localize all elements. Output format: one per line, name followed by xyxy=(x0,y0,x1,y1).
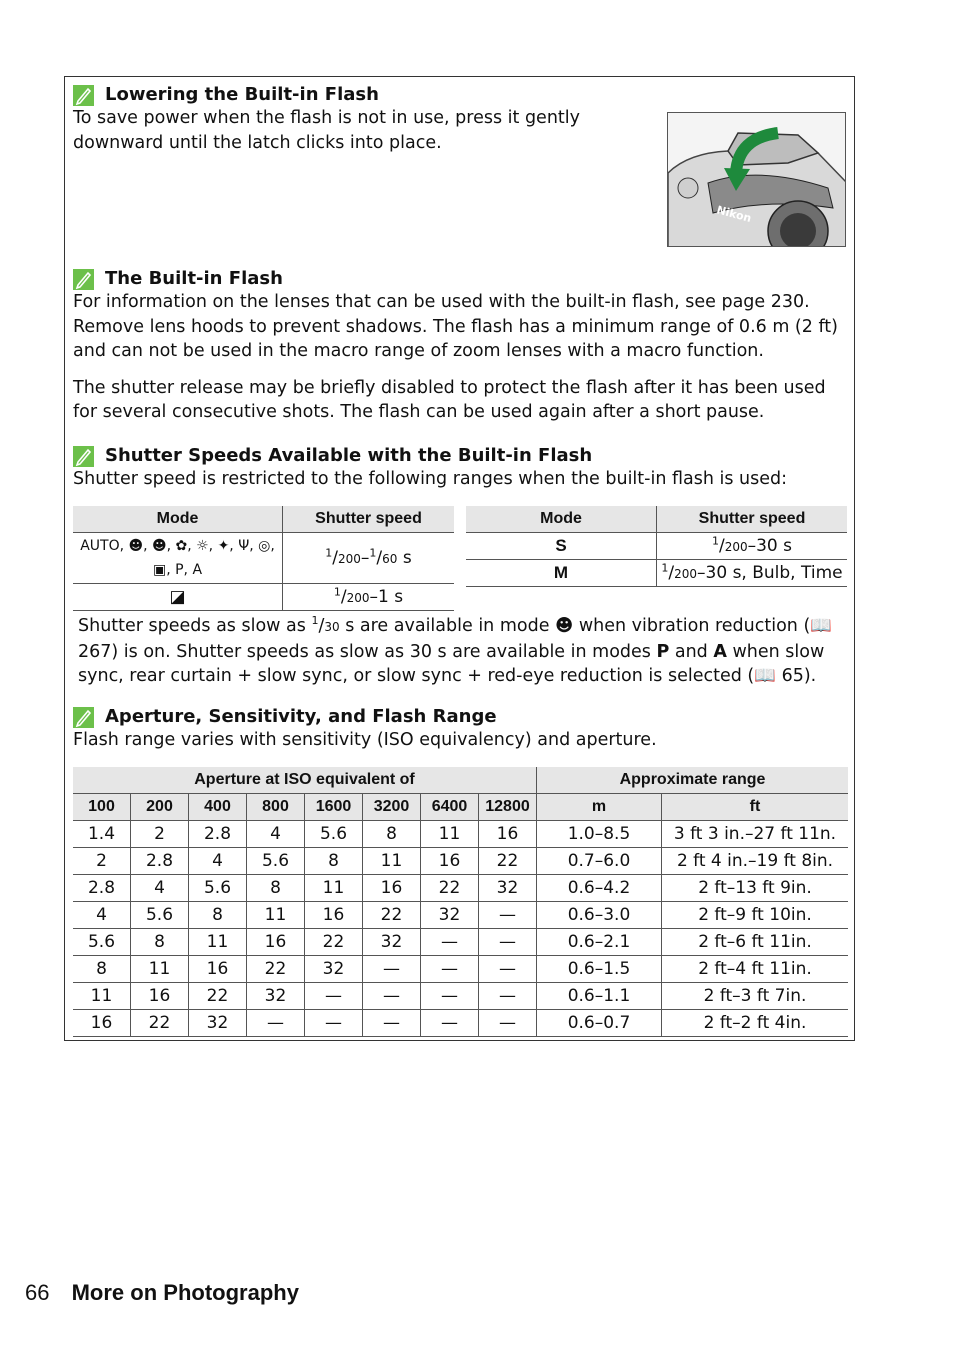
section-text: Flash range varies with sensitivity (ISO equivalency) and aperture. xyxy=(73,730,657,750)
aperture-cell: — xyxy=(247,1010,305,1037)
aperture-cell: 11 xyxy=(131,956,189,983)
aperture-cell: 11 xyxy=(363,848,421,875)
aperture-cell: 8 xyxy=(363,821,421,848)
aperture-cell: — xyxy=(363,956,421,983)
page-footer xyxy=(25,1280,299,1306)
chapter-title: More on Photography xyxy=(71,1280,299,1305)
shutter-speed-cell: $^1$/200–30 s, Bulb, Time xyxy=(657,560,848,587)
aperture-cell: 11 xyxy=(421,821,479,848)
aperture-cell: 11 xyxy=(73,983,131,1010)
aperture-cell: 32 xyxy=(189,1010,247,1037)
aperture-cell: 32 xyxy=(305,956,363,983)
aperture-cell: 16 xyxy=(305,902,363,929)
aperture-cell: 2.8 xyxy=(189,821,247,848)
col-header: 800 xyxy=(247,794,305,821)
table-row xyxy=(73,821,848,848)
section-text: Shutter speed is restricted to the following ranges when the built-in flash is used: xyxy=(73,469,788,489)
aperture-cell: — xyxy=(363,1010,421,1037)
aperture-cell: 22 xyxy=(131,1010,189,1037)
range-ft-cell: 2 ft–3 ft 7in. xyxy=(662,983,849,1010)
flash-range-table xyxy=(73,767,848,1037)
aperture-cell: 22 xyxy=(189,983,247,1010)
aperture-cell: 4 xyxy=(73,902,131,929)
col-header: 12800 xyxy=(479,794,537,821)
aperture-cell: 16 xyxy=(131,983,189,1010)
aperture-cell: 22 xyxy=(363,902,421,929)
camera-brand-label: Nikon xyxy=(715,203,753,226)
table-row xyxy=(73,956,848,983)
aperture-cell: 1.4 xyxy=(73,821,131,848)
range-ft-cell: 2 ft–9 ft 10in. xyxy=(662,902,849,929)
aperture-cell: 16 xyxy=(421,848,479,875)
pencil-icon xyxy=(73,85,94,106)
section-builtin-flash xyxy=(73,268,846,425)
range-m-cell: 0.6–1.1 xyxy=(537,983,662,1010)
aperture-cell: 5.6 xyxy=(305,821,363,848)
section-title: Shutter Speeds Available with the Built-in Flash xyxy=(105,445,593,466)
aperture-cell: 5.6 xyxy=(131,902,189,929)
aperture-cell: — xyxy=(479,956,537,983)
col-header: Mode xyxy=(466,506,657,533)
aperture-cell: — xyxy=(479,1010,537,1037)
mode-icons-cell: AUTO, ☻, ☻, ✿, ☼, ✦, Ψ, ◎, ▣, P, A xyxy=(73,533,283,584)
aperture-cell: 16 xyxy=(363,875,421,902)
aperture-cell: 16 xyxy=(189,956,247,983)
aperture-cell: 8 xyxy=(131,929,189,956)
aperture-cell: 11 xyxy=(189,929,247,956)
range-ft-cell: 2 ft–6 ft 11in. xyxy=(662,929,849,956)
section-aperture xyxy=(73,706,846,753)
aperture-cell: — xyxy=(305,983,363,1010)
table-row xyxy=(73,929,848,956)
table-row xyxy=(466,533,847,560)
section-title: The Built-in Flash xyxy=(105,268,283,289)
aperture-cell: 5.6 xyxy=(247,848,305,875)
table-row xyxy=(73,1010,848,1037)
shutter-note: Shutter speeds as slow as $^1$/30 s are available in mode ☻ when vibration reduction (📖 267) is on. Shutter speeds as slow as 30 s are available in modes P and A when slow sync, rear curtain + slow sync, or slow sync + red-eye reduction is selected (📖 65). xyxy=(78,614,833,686)
section-heading xyxy=(73,84,846,106)
mode-icon-cell: ◪ xyxy=(73,584,283,611)
aperture-cell: 11 xyxy=(305,875,363,902)
table-row xyxy=(73,533,454,584)
table-row xyxy=(466,560,847,587)
aperture-cell: 2 xyxy=(73,848,131,875)
table-row xyxy=(73,875,848,902)
col-header: ft xyxy=(662,794,849,821)
aperture-cell: — xyxy=(305,1010,363,1037)
aperture-cell: 16 xyxy=(247,929,305,956)
range-m-cell: 0.6–0.7 xyxy=(537,1010,662,1037)
aperture-cell: 8 xyxy=(73,956,131,983)
shutter-speed-cell: $^1$/200–30 s xyxy=(657,533,848,560)
aperture-cell: 5.6 xyxy=(73,929,131,956)
range-ft-cell: 2 ft–4 ft 11in. xyxy=(662,956,849,983)
range-m-cell: 0.6–4.2 xyxy=(537,875,662,902)
col-header: 3200 xyxy=(363,794,421,821)
col-header: 1600 xyxy=(305,794,363,821)
aperture-cell: 8 xyxy=(189,902,247,929)
range-m-cell: 0.6–2.1 xyxy=(537,929,662,956)
aperture-cell: 4 xyxy=(189,848,247,875)
aperture-cell: — xyxy=(421,929,479,956)
aperture-cell: — xyxy=(479,983,537,1010)
section-heading xyxy=(73,706,846,728)
shutter-speed-cell: $^1$/200–$^1$/60 s xyxy=(283,533,455,584)
aperture-cell: 4 xyxy=(131,875,189,902)
range-m-cell: 0.6–1.5 xyxy=(537,956,662,983)
section-shutter-speeds xyxy=(73,445,846,492)
col-header: Shutter speed xyxy=(283,506,455,533)
aperture-cell: — xyxy=(479,929,537,956)
group-header: Aperture at ISO equivalent of xyxy=(73,767,537,794)
col-header: 6400 xyxy=(421,794,479,821)
aperture-cell: 32 xyxy=(421,902,479,929)
table-row xyxy=(73,983,848,1010)
camera-illustration xyxy=(667,112,846,247)
section-text: The shutter release may be briefly disabled to protect the flash after it has been used for several consecutive shots. The flash can be used again after a short pause. xyxy=(73,377,826,422)
section-heading xyxy=(73,268,846,290)
table-row xyxy=(73,848,848,875)
col-header: 100 xyxy=(73,794,131,821)
shutter-speed-cell: $^1$/200–1 s xyxy=(283,584,455,611)
aperture-cell: 2.8 xyxy=(131,848,189,875)
range-ft-cell: 3 ft 3 in.–27 ft 11n. xyxy=(662,821,849,848)
section-heading xyxy=(73,445,846,467)
col-header: Shutter speed xyxy=(657,506,848,533)
section-text: To save power when the flash is not in use, press it gently downward until the latch clicks into place. xyxy=(73,108,580,153)
aperture-cell: — xyxy=(421,1010,479,1037)
table-row xyxy=(73,902,848,929)
shutter-table-right xyxy=(466,506,847,587)
table-row xyxy=(73,584,454,611)
range-m-cell: 0.6–3.0 xyxy=(537,902,662,929)
range-m-cell: 1.0–8.5 xyxy=(537,821,662,848)
aperture-cell: 22 xyxy=(421,875,479,902)
col-header: Mode xyxy=(73,506,283,533)
col-header: m xyxy=(537,794,662,821)
aperture-cell: 16 xyxy=(479,821,537,848)
range-ft-cell: 2 ft–2 ft 4in. xyxy=(662,1010,849,1037)
aperture-cell: 32 xyxy=(363,929,421,956)
group-header: Approximate range xyxy=(537,767,849,794)
pencil-icon xyxy=(73,707,94,728)
range-ft-cell: 2 ft 4 in.–19 ft 8in. xyxy=(662,848,849,875)
aperture-cell: 22 xyxy=(247,956,305,983)
mode-cell: S xyxy=(466,533,657,560)
page-number: 66 xyxy=(25,1280,50,1305)
aperture-cell: 4 xyxy=(247,821,305,848)
col-header: 400 xyxy=(189,794,247,821)
range-ft-cell: 2 ft–13 ft 9in. xyxy=(662,875,849,902)
pencil-icon xyxy=(73,446,94,467)
aperture-cell: 22 xyxy=(305,929,363,956)
aperture-cell: 16 xyxy=(73,1010,131,1037)
aperture-cell: 22 xyxy=(479,848,537,875)
section-text: For information on the lenses that can be used with the built-in flash, see page 230. Remove lens hoods to prevent shadows. The flash has a minimum range of 0.6 m (2 ft) and can not be used in the macro range of zoom lenses with a macro function. xyxy=(73,292,839,361)
section-title: Lowering the Built-in Flash xyxy=(105,84,379,105)
section-title: Aperture, Sensitivity, and Flash Range xyxy=(105,706,497,727)
aperture-cell: 8 xyxy=(305,848,363,875)
tips-box xyxy=(64,76,855,1041)
shutter-table-left xyxy=(73,506,454,611)
col-header: 200 xyxy=(131,794,189,821)
aperture-cell: — xyxy=(421,956,479,983)
range-m-cell: 0.7–6.0 xyxy=(537,848,662,875)
aperture-cell: — xyxy=(479,902,537,929)
aperture-cell: 32 xyxy=(479,875,537,902)
aperture-cell: 32 xyxy=(247,983,305,1010)
aperture-cell: 5.6 xyxy=(189,875,247,902)
aperture-cell: 2.8 xyxy=(73,875,131,902)
aperture-cell: 8 xyxy=(247,875,305,902)
pencil-icon xyxy=(73,269,94,290)
aperture-cell: 11 xyxy=(247,902,305,929)
aperture-cell: — xyxy=(421,983,479,1010)
aperture-cell: 2 xyxy=(131,821,189,848)
aperture-cell: — xyxy=(363,983,421,1010)
mode-cell: M xyxy=(466,560,657,587)
